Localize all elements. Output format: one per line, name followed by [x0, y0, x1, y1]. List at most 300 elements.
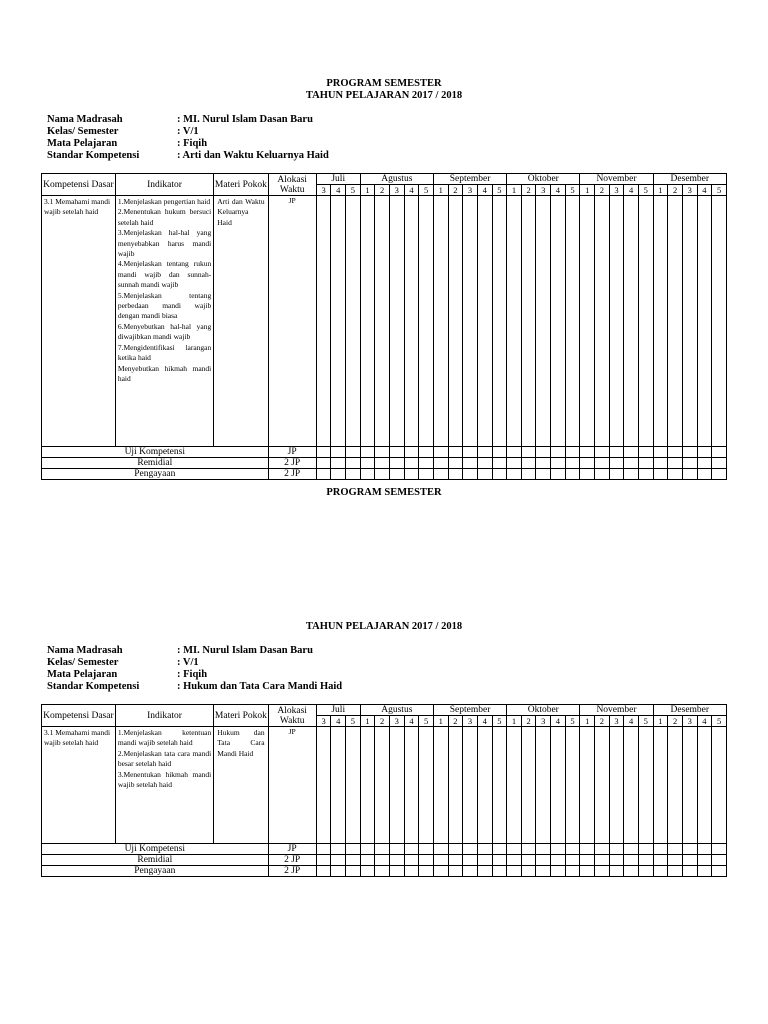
week-cell: [682, 196, 697, 447]
week-cell: [463, 866, 478, 877]
info-block: [47, 645, 342, 693]
week-cell: [624, 447, 639, 458]
week-number: 2: [448, 716, 463, 727]
week-cell: [697, 855, 712, 866]
week-number: 5: [638, 716, 653, 727]
week-cell: [375, 469, 390, 480]
info-label: Mata Pelajaran: [47, 138, 118, 149]
week-cell: [551, 447, 566, 458]
week-cell: [375, 458, 390, 469]
week-cell: [668, 196, 683, 447]
remidial-label: Remidial: [42, 855, 269, 866]
week-cell: [360, 469, 375, 480]
week-cell: [507, 458, 522, 469]
week-cell: [389, 458, 404, 469]
week-number: 4: [404, 185, 419, 196]
week-cell: [433, 866, 448, 877]
week-cell: [507, 844, 522, 855]
week-number: 3: [536, 716, 551, 727]
week-cell: [404, 855, 419, 866]
week-cell: [346, 844, 361, 855]
week-cell: [477, 855, 492, 866]
week-cell: [565, 458, 580, 469]
week-number: 2: [448, 185, 463, 196]
week-cell: [653, 469, 668, 480]
week-cell: [389, 727, 404, 844]
program-title: PROGRAM SEMESTER: [326, 78, 442, 89]
week-cell: [346, 866, 361, 877]
semester-table: [41, 173, 727, 480]
indicator-item: 7.Mengidentifikasi larangan ketika haid: [117, 342, 212, 363]
week-cell: [360, 727, 375, 844]
week-cell: [477, 447, 492, 458]
week-cell: [580, 196, 595, 447]
week-cell: [477, 196, 492, 447]
week-cell: [331, 458, 346, 469]
week-number: 2: [521, 185, 536, 196]
week-cell: [463, 196, 478, 447]
week-cell: [448, 469, 463, 480]
month-header: Desember: [653, 705, 726, 716]
week-number: 4: [697, 716, 712, 727]
week-cell: [682, 458, 697, 469]
month-header: Desember: [653, 174, 726, 185]
materi-cell: Arti dan Waktu Keluarnya Haid: [214, 196, 268, 447]
week-cell: [682, 855, 697, 866]
info-value: : MI. Nurul Islam Dasan Baru: [177, 645, 313, 656]
month-header: Oktober: [507, 174, 580, 185]
week-cell: [653, 196, 668, 447]
indicator-item: 1.Menjelaskan pengertian haid: [117, 197, 211, 206]
week-cell: [375, 844, 390, 855]
info-label: Standar Kompetensi: [47, 681, 140, 692]
week-cell: [331, 447, 346, 458]
info-value: : Fiqih: [177, 138, 208, 149]
program-title: PROGRAM SEMESTER: [326, 487, 442, 498]
week-cell: [565, 196, 580, 447]
week-cell: [316, 844, 331, 855]
week-cell: [638, 447, 653, 458]
info-label: Standar Kompetensi: [47, 150, 140, 161]
week-cell: [346, 855, 361, 866]
week-cell: [551, 844, 566, 855]
week-cell: [521, 458, 536, 469]
week-cell: [360, 855, 375, 866]
month-header: November: [580, 174, 653, 185]
week-cell: [653, 844, 668, 855]
week-number: 4: [551, 185, 566, 196]
week-cell: [404, 447, 419, 458]
week-cell: [697, 447, 712, 458]
indicator-item: Menyebutkan hikmah mandi haid: [117, 363, 212, 383]
week-number: 4: [477, 716, 492, 727]
week-cell: [712, 469, 727, 480]
week-number: 1: [653, 185, 668, 196]
week-number: 1: [360, 716, 375, 727]
week-cell: [507, 469, 522, 480]
info-value: : MI. Nurul Islam Dasan Baru: [177, 114, 313, 125]
week-cell: [521, 469, 536, 480]
week-cell: [433, 458, 448, 469]
week-cell: [375, 196, 390, 447]
week-cell: [419, 844, 434, 855]
week-cell: [595, 196, 610, 447]
indicator-item: 5.Menjelaskan tentang perbedaan mandi wajib dengan mandi biasa: [117, 290, 212, 321]
week-cell: [419, 447, 434, 458]
info-row: [47, 150, 329, 162]
info-value: : Fiqih: [177, 669, 208, 680]
week-cell: [551, 469, 566, 480]
week-cell: [492, 727, 507, 844]
week-cell: [477, 458, 492, 469]
week-cell: [536, 855, 551, 866]
week-cell: [419, 469, 434, 480]
week-cell: [448, 727, 463, 844]
week-cell: [521, 727, 536, 844]
kd-cell: 3.1 Memahami mandi wajib setelah haid: [42, 727, 116, 844]
remidial-value: 2 JP: [268, 855, 316, 866]
week-cell: [595, 469, 610, 480]
info-row: [47, 114, 329, 126]
week-number: 3: [463, 716, 478, 727]
week-cell: [697, 866, 712, 877]
week-cell: [433, 469, 448, 480]
info-row: [47, 645, 342, 657]
week-cell: [346, 196, 361, 447]
week-cell: [624, 855, 639, 866]
week-cell: [682, 447, 697, 458]
alokasi-header: Alokasi Waktu: [268, 705, 316, 727]
week-cell: [375, 866, 390, 877]
week-cell: [433, 196, 448, 447]
month-header: Agustus: [360, 705, 433, 716]
week-cell: [521, 447, 536, 458]
info-label: Kelas/ Semester: [47, 126, 119, 137]
week-cell: [624, 844, 639, 855]
week-cell: [389, 844, 404, 855]
week-cell: [565, 727, 580, 844]
week-cell: [448, 196, 463, 447]
week-cell: [638, 469, 653, 480]
week-cell: [712, 447, 727, 458]
week-cell: [419, 866, 434, 877]
week-cell: [448, 458, 463, 469]
info-row: [47, 657, 342, 669]
week-number: 2: [595, 185, 610, 196]
week-cell: [389, 866, 404, 877]
week-cell: [668, 866, 683, 877]
week-cell: [712, 727, 727, 844]
week-cell: [492, 844, 507, 855]
indikator-header: Indikator: [115, 174, 213, 196]
week-cell: [375, 855, 390, 866]
week-cell: [389, 447, 404, 458]
week-cell: [638, 844, 653, 855]
info-label: Mata Pelajaran: [47, 669, 118, 680]
remidial-label: Remidial: [42, 458, 269, 469]
week-cell: [404, 458, 419, 469]
week-cell: [668, 458, 683, 469]
week-cell: [419, 196, 434, 447]
week-number: 5: [492, 185, 507, 196]
week-cell: [477, 469, 492, 480]
week-cell: [360, 447, 375, 458]
info-value: : V/1: [177, 126, 199, 137]
week-number: 3: [389, 716, 404, 727]
week-cell: [609, 458, 624, 469]
week-cell: [521, 866, 536, 877]
week-number: 3: [609, 185, 624, 196]
week-cell: [492, 196, 507, 447]
week-cell: [360, 866, 375, 877]
week-cell: [638, 727, 653, 844]
uji-kompetensi-value: JP: [268, 447, 316, 458]
week-cell: [609, 844, 624, 855]
info-value: : Arti dan Waktu Keluarnya Haid: [177, 150, 329, 161]
week-cell: [609, 727, 624, 844]
week-cell: [507, 196, 522, 447]
month-header: Juli: [316, 174, 360, 185]
week-cell: [697, 458, 712, 469]
week-number: 3: [682, 185, 697, 196]
week-cell: [580, 866, 595, 877]
pengayaan-value: 2 JP: [268, 866, 316, 877]
kd-header: Kompetensi Dasar: [42, 174, 116, 196]
week-cell: [331, 844, 346, 855]
week-cell: [580, 844, 595, 855]
week-cell: [668, 844, 683, 855]
week-number: 4: [331, 716, 346, 727]
week-cell: [433, 447, 448, 458]
week-cell: [580, 727, 595, 844]
month-header: Oktober: [507, 705, 580, 716]
week-cell: [316, 447, 331, 458]
week-cell: [624, 469, 639, 480]
week-cell: [595, 855, 610, 866]
week-cell: [712, 196, 727, 447]
week-cell: [375, 447, 390, 458]
week-number: 4: [477, 185, 492, 196]
week-number: 2: [375, 185, 390, 196]
week-cell: [697, 469, 712, 480]
week-cell: [507, 866, 522, 877]
week-cell: [536, 458, 551, 469]
week-cell: [638, 458, 653, 469]
week-cell: [331, 855, 346, 866]
month-header: Agustus: [360, 174, 433, 185]
week-cell: [697, 844, 712, 855]
week-number: 1: [507, 716, 522, 727]
week-number: 5: [419, 185, 434, 196]
week-cell: [346, 727, 361, 844]
week-number: 4: [624, 185, 639, 196]
week-cell: [521, 196, 536, 447]
info-block: [47, 114, 329, 162]
kd-header: Kompetensi Dasar: [42, 705, 116, 727]
week-cell: [712, 855, 727, 866]
week-cell: [551, 196, 566, 447]
info-value: : Hukum dan Tata Cara Mandi Haid: [177, 681, 343, 692]
week-cell: [536, 196, 551, 447]
uji-kompetensi-value: JP: [268, 844, 316, 855]
week-cell: [697, 196, 712, 447]
week-cell: [331, 196, 346, 447]
week-number: 1: [653, 716, 668, 727]
week-cell: [316, 855, 331, 866]
info-row: [47, 126, 329, 138]
week-number: 2: [668, 716, 683, 727]
week-cell: [448, 866, 463, 877]
week-cell: [595, 727, 610, 844]
week-cell: [331, 866, 346, 877]
week-cell: [609, 447, 624, 458]
pengayaan-value: 2 JP: [268, 469, 316, 480]
week-cell: [595, 447, 610, 458]
week-cell: [404, 727, 419, 844]
week-cell: [595, 458, 610, 469]
week-cell: [536, 447, 551, 458]
indicator-item: 3.Menjelaskan hal-hal yang menyebabkan harus mandi wajib: [117, 228, 212, 259]
info-row: [47, 138, 329, 150]
month-header: September: [433, 174, 506, 185]
week-cell: [507, 447, 522, 458]
month-header: Juli: [316, 705, 360, 716]
week-cell: [360, 458, 375, 469]
indicator-item: 6.Menyebutkan hal-hal yang diwajibkan mandi wajib: [117, 321, 212, 342]
week-cell: [433, 855, 448, 866]
week-number: 4: [404, 716, 419, 727]
info-row: [47, 681, 342, 693]
week-number: 5: [712, 716, 727, 727]
week-cell: [624, 196, 639, 447]
week-cell: [536, 844, 551, 855]
week-cell: [712, 866, 727, 877]
week-number: 1: [360, 185, 375, 196]
week-cell: [448, 844, 463, 855]
info-row: [47, 669, 342, 681]
uji-kompetensi-label: Uji Kompetensi: [42, 844, 269, 855]
week-number: 1: [507, 185, 522, 196]
week-cell: [609, 855, 624, 866]
week-number: 3: [463, 185, 478, 196]
week-cell: [316, 196, 331, 447]
info-label: Kelas/ Semester: [47, 657, 119, 668]
week-cell: [682, 727, 697, 844]
info-value: : V/1: [177, 657, 199, 668]
week-cell: [346, 469, 361, 480]
indicator-item: 1.Menjelaskan ketentuan mandi wajib setelah haid: [117, 728, 212, 748]
week-cell: [521, 844, 536, 855]
week-cell: [507, 727, 522, 844]
week-cell: [653, 447, 668, 458]
week-cell: [316, 727, 331, 844]
uji-kompetensi-label: Uji Kompetensi: [42, 447, 269, 458]
week-cell: [477, 844, 492, 855]
week-cell: [419, 727, 434, 844]
week-number: 3: [316, 716, 331, 727]
week-cell: [346, 458, 361, 469]
week-cell: [668, 855, 683, 866]
week-number: 5: [712, 185, 727, 196]
week-number: 1: [433, 716, 448, 727]
week-cell: [463, 447, 478, 458]
kd-cell: 3.1 Memahami mandi wajib setelah haid: [42, 196, 116, 447]
week-cell: [595, 866, 610, 877]
week-number: 3: [316, 185, 331, 196]
week-cell: [595, 844, 610, 855]
week-cell: [609, 196, 624, 447]
week-cell: [389, 469, 404, 480]
pengayaan-label: Pengayaan: [42, 866, 269, 877]
week-cell: [477, 866, 492, 877]
week-cell: [507, 855, 522, 866]
week-cell: [316, 866, 331, 877]
week-cell: [653, 866, 668, 877]
week-cell: [624, 866, 639, 877]
week-number: 3: [682, 716, 697, 727]
week-cell: [580, 469, 595, 480]
week-number: 5: [346, 716, 361, 727]
week-cell: [463, 855, 478, 866]
info-label: Nama Madrasah: [47, 114, 123, 125]
week-cell: [316, 458, 331, 469]
week-cell: [682, 844, 697, 855]
week-number: 3: [609, 716, 624, 727]
week-number: 1: [580, 185, 595, 196]
week-cell: [463, 458, 478, 469]
indicator-item: 3.Menentukan hikmah mandi wajib setelah haid: [117, 769, 212, 790]
week-cell: [565, 866, 580, 877]
week-cell: [521, 855, 536, 866]
week-cell: [492, 469, 507, 480]
week-cell: [638, 196, 653, 447]
month-header: September: [433, 705, 506, 716]
week-cell: [638, 855, 653, 866]
materi-header: Materi Pokok: [214, 174, 268, 196]
indicator-item: 2.Menentukan hukum bersuci setelah haid: [117, 207, 212, 227]
indikator-cell: [115, 196, 213, 447]
week-number: 2: [521, 716, 536, 727]
remidial-value: 2 JP: [268, 458, 316, 469]
alokasi-cell: JP: [268, 727, 316, 844]
week-cell: [360, 844, 375, 855]
week-cell: [668, 727, 683, 844]
semester-table: [41, 704, 727, 877]
week-number: 1: [580, 716, 595, 727]
week-number: 5: [565, 716, 580, 727]
week-cell: [653, 727, 668, 844]
week-number: 2: [668, 185, 683, 196]
week-cell: [682, 469, 697, 480]
week-cell: [433, 727, 448, 844]
week-number: 3: [389, 185, 404, 196]
week-number: 5: [419, 716, 434, 727]
week-cell: [551, 458, 566, 469]
week-cell: [565, 469, 580, 480]
week-cell: [331, 469, 346, 480]
week-number: 4: [551, 716, 566, 727]
week-cell: [448, 447, 463, 458]
month-header: November: [580, 705, 653, 716]
week-cell: [463, 727, 478, 844]
week-cell: [316, 469, 331, 480]
week-cell: [580, 855, 595, 866]
week-cell: [419, 855, 434, 866]
week-cell: [609, 469, 624, 480]
week-cell: [463, 469, 478, 480]
week-cell: [477, 727, 492, 844]
week-cell: [404, 196, 419, 447]
